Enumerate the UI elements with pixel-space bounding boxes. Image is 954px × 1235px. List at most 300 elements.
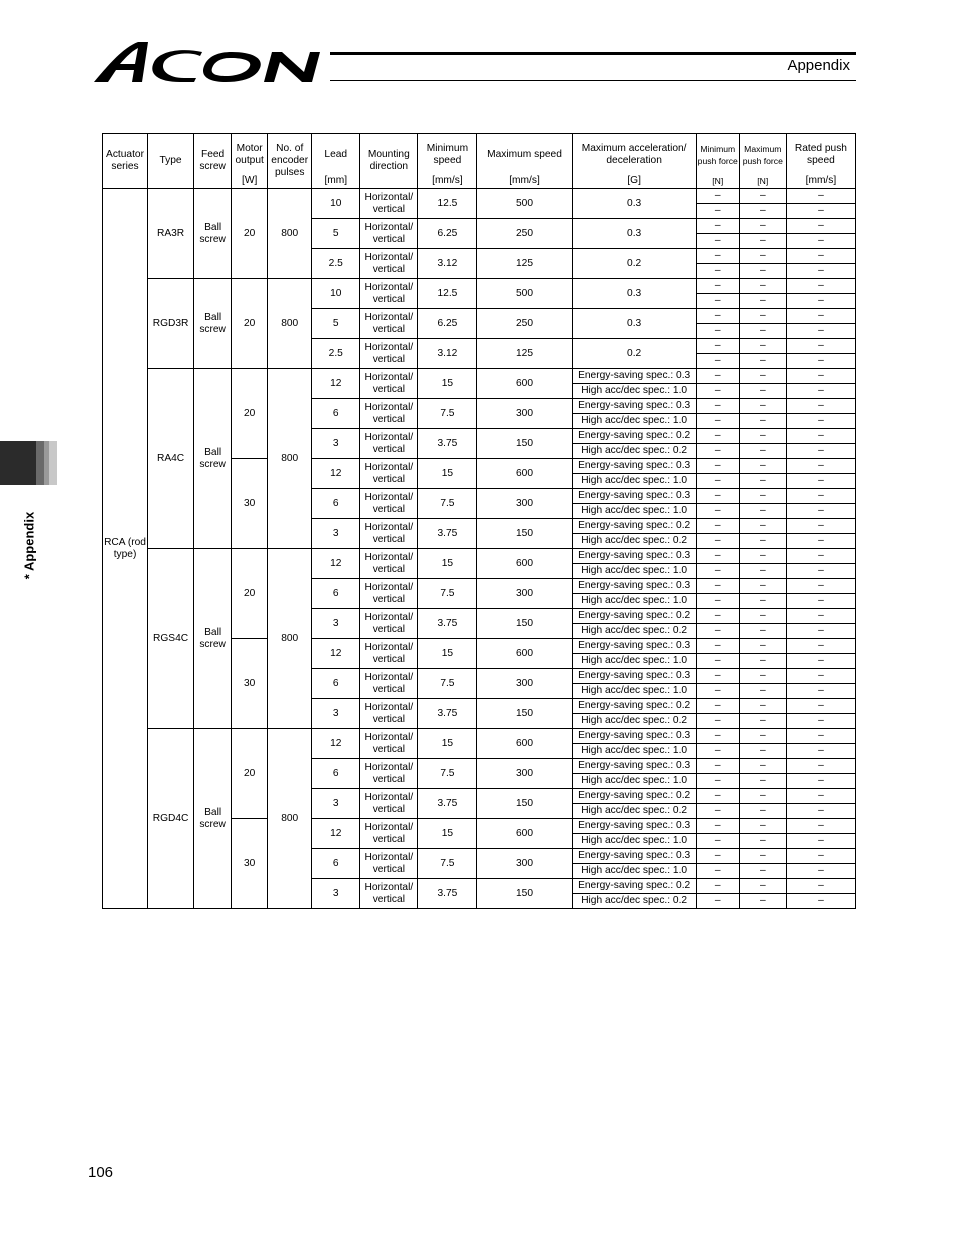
maximum-push-force-cell: – [739,699,786,714]
rated-push-speed-cell: – [786,264,855,279]
maximum-push-force-cell: – [739,579,786,594]
minimum-push-force-cell: – [696,189,739,204]
mounting-direction-cell: Horizontal/ vertical [360,459,418,489]
minimum-push-force-cell: – [696,279,739,294]
minimum-push-force-cell: – [696,309,739,324]
max-acceleration-cell: Energy-saving spec.: 0.2 [572,699,696,714]
rated-push-speed-cell: – [786,819,855,834]
encoder-pulses-cell: 800 [268,729,312,909]
maximum-speed-cell: 300 [477,489,572,519]
rated-push-speed-cell: – [786,444,855,459]
minimum-push-force-cell: – [696,534,739,549]
column-header-unit: [mm] [324,175,348,186]
minimum-push-force-cell: – [696,234,739,249]
page-number: 106 [88,1164,114,1181]
maximum-push-force-cell: – [739,864,786,879]
column-header-label: Maximum push force [742,144,783,166]
column-header [194,134,232,189]
column-header [739,134,786,189]
minimum-speed-cell: 15 [418,459,477,489]
feed-screw-cell: Ball screw [194,369,232,549]
motor-output-cell: 20 [232,279,268,369]
mounting-direction-cell: Horizontal/ vertical [360,819,418,849]
minimum-push-force-cell: – [696,399,739,414]
rated-push-speed-cell: – [786,474,855,489]
minimum-push-force-cell: – [696,579,739,594]
maximum-push-force-cell: – [739,294,786,309]
max-acceleration-cell: High acc/dec spec.: 0.2 [572,894,696,909]
maximum-speed-cell: 150 [477,699,572,729]
minimum-push-force-cell: – [696,474,739,489]
lead-cell: 6 [312,849,360,879]
motor-output-cell: 20 [232,369,268,459]
column-header [477,134,572,189]
feed-screw-cell: Ball screw [194,549,232,729]
column-header-unit: [N] [712,176,724,186]
maximum-push-force-cell: – [739,189,786,204]
lead-cell: 6 [312,759,360,789]
minimum-push-force-cell: – [696,489,739,504]
mounting-direction-cell: Horizontal/ vertical [360,249,418,279]
maximum-push-force-cell: – [739,204,786,219]
rated-push-speed-cell: – [786,834,855,849]
maximum-speed-cell: 125 [477,339,572,369]
mounting-direction-cell: Horizontal/ vertical [360,729,418,759]
type-cell: RGD4C [148,729,194,909]
max-acceleration-cell: High acc/dec spec.: 1.0 [572,414,696,429]
minimum-speed-cell: 7.5 [418,399,477,429]
mounting-direction-cell: Horizontal/ vertical [360,879,418,909]
lead-cell: 2.5 [312,249,360,279]
rated-push-speed-cell: – [786,864,855,879]
minimum-speed-cell: 15 [418,729,477,759]
rated-push-speed-cell: – [786,459,855,474]
minimum-speed-cell: 6.25 [418,219,477,249]
type-cell: RGD3R [148,279,194,369]
max-acceleration-cell: Energy-saving spec.: 0.2 [572,609,696,624]
mounting-direction-cell: Horizontal/ vertical [360,639,418,669]
minimum-speed-cell: 3.75 [418,699,477,729]
maximum-push-force-cell: – [739,564,786,579]
column-header [572,134,696,189]
acon-logo [92,38,328,86]
column-header-label: Motor output [235,143,264,166]
mounting-direction-cell: Horizontal/ vertical [360,309,418,339]
table-header-row [103,134,856,189]
table-row [103,549,856,564]
column-header-label: Feed screw [199,149,226,172]
header-rule [330,52,856,55]
minimum-push-force-cell: – [696,864,739,879]
max-acceleration-cell: High acc/dec spec.: 1.0 [572,744,696,759]
max-acceleration-cell: Energy-saving spec.: 0.3 [572,399,696,414]
side-tab-label: * Appendix [21,511,37,580]
rated-push-speed-cell: – [786,549,855,564]
max-acceleration-cell: Energy-saving spec.: 0.3 [572,819,696,834]
column-header-unit: [G] [627,175,641,186]
minimum-speed-cell: 3.12 [418,249,477,279]
feed-screw-cell: Ball screw [194,729,232,909]
minimum-push-force-cell: – [696,849,739,864]
mounting-direction-cell: Horizontal/ vertical [360,429,418,459]
minimum-push-force-cell: – [696,834,739,849]
maximum-push-force-cell: – [739,714,786,729]
maximum-speed-cell: 300 [477,759,572,789]
column-header [312,134,360,189]
maximum-speed-cell: 150 [477,789,572,819]
maximum-push-force-cell: – [739,399,786,414]
minimum-push-force-cell: – [696,789,739,804]
minimum-speed-cell: 6.25 [418,309,477,339]
rated-push-speed-cell: – [786,789,855,804]
maximum-push-force-cell: – [739,474,786,489]
maximum-speed-cell: 500 [477,189,572,219]
maximum-push-force-cell: – [739,669,786,684]
minimum-push-force-cell: – [696,384,739,399]
minimum-push-force-cell: – [696,744,739,759]
minimum-speed-cell: 15 [418,819,477,849]
column-header [232,134,268,189]
max-acceleration-cell: High acc/dec spec.: 1.0 [572,384,696,399]
max-acceleration-cell: Energy-saving spec.: 0.3 [572,489,696,504]
logo-text: ACON [92,38,95,39]
rated-push-speed-cell: – [786,759,855,774]
lead-cell: 5 [312,309,360,339]
minimum-speed-cell: 3.75 [418,879,477,909]
maximum-push-force-cell: – [739,894,786,909]
max-acceleration-cell: High acc/dec spec.: 1.0 [572,864,696,879]
maximum-push-force-cell: – [739,639,786,654]
rated-push-speed-cell: – [786,234,855,249]
encoder-pulses-cell: 800 [268,279,312,369]
column-header [148,134,194,189]
minimum-push-force-cell: – [696,699,739,714]
rated-push-speed-cell: – [786,309,855,324]
maximum-speed-cell: 600 [477,369,572,399]
side-tab-marker [0,441,57,485]
minimum-speed-cell: 7.5 [418,579,477,609]
column-header [696,134,739,189]
max-acceleration-cell: High acc/dec spec.: 0.2 [572,624,696,639]
mounting-direction-cell: Horizontal/ vertical [360,519,418,549]
max-acceleration-cell: 0.2 [572,249,696,279]
lead-cell: 12 [312,639,360,669]
minimum-push-force-cell: – [696,564,739,579]
column-header-label: Maximum speed [487,149,562,160]
minimum-push-force-cell: – [696,519,739,534]
minimum-push-force-cell: – [696,684,739,699]
column-header [103,134,148,189]
motor-output-cell: 20 [232,729,268,819]
rated-push-speed-cell: – [786,384,855,399]
rated-push-speed-cell: – [786,219,855,234]
max-acceleration-cell: High acc/dec spec.: 0.2 [572,534,696,549]
type-cell: RA4C [148,369,194,549]
lead-cell: 12 [312,549,360,579]
actuator-series-cell: RCA (rod type) [103,189,148,909]
mounting-direction-cell: Horizontal/ vertical [360,849,418,879]
max-acceleration-cell: Energy-saving spec.: 0.3 [572,729,696,744]
rated-push-speed-cell: – [786,294,855,309]
rated-push-speed-cell: – [786,279,855,294]
feed-screw-cell: Ball screw [194,279,232,369]
section-title: Appendix [787,57,850,74]
table-row [103,189,856,204]
maximum-push-force-cell: – [739,369,786,384]
max-acceleration-cell: Energy-saving spec.: 0.2 [572,879,696,894]
maximum-speed-cell: 300 [477,399,572,429]
rated-push-speed-cell: – [786,654,855,669]
rated-push-speed-cell: – [786,684,855,699]
max-acceleration-cell: High acc/dec spec.: 1.0 [572,654,696,669]
maximum-push-force-cell: – [739,834,786,849]
logo-c-glyph [152,50,202,82]
lead-cell: 12 [312,459,360,489]
max-acceleration-cell: 0.2 [572,339,696,369]
minimum-push-force-cell: – [696,774,739,789]
maximum-speed-cell: 150 [477,879,572,909]
rated-push-speed-cell: – [786,339,855,354]
max-acceleration-cell: High acc/dec spec.: 1.0 [572,834,696,849]
column-header-unit: [W] [242,175,258,186]
max-acceleration-cell: 0.3 [572,279,696,309]
table-row [103,279,856,294]
maximum-speed-cell: 300 [477,579,572,609]
rated-push-speed-cell: – [786,609,855,624]
maximum-speed-cell: 300 [477,849,572,879]
lead-cell: 6 [312,489,360,519]
maximum-push-force-cell: – [739,744,786,759]
maximum-speed-cell: 250 [477,309,572,339]
lead-cell: 3 [312,699,360,729]
rated-push-speed-cell: – [786,594,855,609]
minimum-push-force-cell: – [696,204,739,219]
max-acceleration-cell: Energy-saving spec.: 0.3 [572,549,696,564]
rated-push-speed-cell: – [786,414,855,429]
maximum-speed-cell: 150 [477,519,572,549]
maximum-push-force-cell: – [739,384,786,399]
lead-cell: 3 [312,519,360,549]
minimum-speed-cell: 15 [418,639,477,669]
max-acceleration-cell: High acc/dec spec.: 0.2 [572,444,696,459]
minimum-push-force-cell: – [696,639,739,654]
maximum-speed-cell: 150 [477,609,572,639]
column-header-unit: [N] [757,176,769,186]
lead-cell: 12 [312,819,360,849]
minimum-push-force-cell: – [696,249,739,264]
max-acceleration-cell: Energy-saving spec.: 0.2 [572,429,696,444]
rated-push-speed-cell: – [786,774,855,789]
rated-push-speed-cell: – [786,714,855,729]
maximum-push-force-cell: – [739,414,786,429]
column-header-label: Mounting direction [367,149,410,172]
maximum-push-force-cell: – [739,489,786,504]
mounting-direction-cell: Horizontal/ vertical [360,579,418,609]
minimum-push-force-cell: – [696,219,739,234]
mounting-direction-cell: Horizontal/ vertical [360,789,418,819]
maximum-speed-cell: 600 [477,459,572,489]
maximum-push-force-cell: – [739,324,786,339]
type-cell: RA3R [148,189,194,279]
minimum-speed-cell: 15 [418,369,477,399]
type-cell: RGS4C [148,549,194,729]
minimum-speed-cell: 12.5 [418,189,477,219]
minimum-push-force-cell: – [696,624,739,639]
motor-output-cell: 30 [232,639,268,729]
mounting-direction-cell: Horizontal/ vertical [360,189,418,219]
encoder-pulses-cell: 800 [268,189,312,279]
column-header-label: Maximum acceleration/ deceleration [581,143,687,166]
max-acceleration-cell: 0.3 [572,189,696,219]
minimum-push-force-cell: – [696,669,739,684]
rated-push-speed-cell: – [786,894,855,909]
minimum-push-force-cell: – [696,339,739,354]
rated-push-speed-cell: – [786,699,855,714]
minimum-push-force-cell: – [696,414,739,429]
max-acceleration-cell: High acc/dec spec.: 1.0 [572,474,696,489]
minimum-push-force-cell: – [696,894,739,909]
minimum-speed-cell: 7.5 [418,669,477,699]
minimum-push-force-cell: – [696,429,739,444]
minimum-speed-cell: 3.75 [418,429,477,459]
maximum-speed-cell: 600 [477,729,572,759]
rated-push-speed-cell: – [786,639,855,654]
lead-cell: 10 [312,279,360,309]
minimum-speed-cell: 3.75 [418,609,477,639]
minimum-speed-cell: 7.5 [418,489,477,519]
minimum-push-force-cell: – [696,819,739,834]
rated-push-speed-cell: – [786,519,855,534]
minimum-speed-cell: 3.75 [418,519,477,549]
rated-push-speed-cell: – [786,429,855,444]
column-header [418,134,477,189]
mounting-direction-cell: Horizontal/ vertical [360,549,418,579]
rated-push-speed-cell: – [786,354,855,369]
maximum-push-force-cell: – [739,549,786,564]
specification-table [102,133,856,909]
max-acceleration-cell: Energy-saving spec.: 0.3 [572,369,696,384]
minimum-push-force-cell: – [696,549,739,564]
maximum-speed-cell: 600 [477,639,572,669]
rated-push-speed-cell: – [786,534,855,549]
maximum-push-force-cell: – [739,354,786,369]
max-acceleration-cell: Energy-saving spec.: 0.3 [572,759,696,774]
max-acceleration-cell: Energy-saving spec.: 0.3 [572,639,696,654]
mounting-direction-cell: Horizontal/ vertical [360,399,418,429]
lead-cell: 3 [312,429,360,459]
minimum-speed-cell: 12.5 [418,279,477,309]
maximum-push-force-cell: – [739,804,786,819]
column-header-label: No. of encoder pulses [271,143,309,178]
maximum-push-force-cell: – [739,279,786,294]
maximum-speed-cell: 150 [477,429,572,459]
maximum-push-force-cell: – [739,774,786,789]
rated-push-speed-cell: – [786,579,855,594]
minimum-speed-cell: 7.5 [418,759,477,789]
max-acceleration-cell: High acc/dec spec.: 1.0 [572,564,696,579]
maximum-push-force-cell: – [739,459,786,474]
motor-output-cell: 30 [232,819,268,909]
rated-push-speed-cell: – [786,324,855,339]
minimum-speed-cell: 7.5 [418,849,477,879]
max-acceleration-cell: Energy-saving spec.: 0.3 [572,669,696,684]
maximum-push-force-cell: – [739,534,786,549]
maximum-speed-cell: 250 [477,219,572,249]
mounting-direction-cell: Horizontal/ vertical [360,669,418,699]
table-row [103,729,856,744]
rated-push-speed-cell: – [786,624,855,639]
logo-n-glyph [264,52,320,82]
rated-push-speed-cell: – [786,399,855,414]
rated-push-speed-cell: – [786,189,855,204]
column-header [360,134,418,189]
maximum-push-force-cell: – [739,609,786,624]
maximum-push-force-cell: – [739,879,786,894]
maximum-push-force-cell: – [739,309,786,324]
encoder-pulses-cell: 800 [268,549,312,729]
max-acceleration-cell: High acc/dec spec.: 1.0 [572,684,696,699]
lead-cell: 6 [312,399,360,429]
max-acceleration-cell: Energy-saving spec.: 0.3 [572,459,696,474]
column-header [268,134,312,189]
column-header-unit: [mm/s] [432,175,463,186]
maximum-push-force-cell: – [739,249,786,264]
rated-push-speed-cell: – [786,489,855,504]
mounting-direction-cell: Horizontal/ vertical [360,219,418,249]
lead-cell: 5 [312,219,360,249]
column-header-label: Minimum push force [697,144,738,166]
mounting-direction-cell: Horizontal/ vertical [360,699,418,729]
minimum-push-force-cell: – [696,369,739,384]
minimum-push-force-cell: – [696,879,739,894]
rated-push-speed-cell: – [786,804,855,819]
motor-output-cell: 20 [232,189,268,279]
feed-screw-cell: Ball screw [194,189,232,279]
rated-push-speed-cell: – [786,564,855,579]
lead-cell: 2.5 [312,339,360,369]
max-acceleration-cell: Energy-saving spec.: 0.3 [572,849,696,864]
lead-cell: 10 [312,189,360,219]
minimum-speed-cell: 15 [418,549,477,579]
minimum-push-force-cell: – [696,324,739,339]
max-acceleration-cell: 0.3 [572,219,696,249]
mounting-direction-cell: Horizontal/ vertical [360,759,418,789]
maximum-speed-cell: 500 [477,279,572,309]
table-row [103,369,856,384]
lead-cell: 6 [312,669,360,699]
maximum-push-force-cell: – [739,654,786,669]
column-header-label: Actuator series [106,149,144,172]
motor-output-cell: 30 [232,459,268,549]
maximum-push-force-cell: – [739,789,786,804]
max-acceleration-cell: High acc/dec spec.: 1.0 [572,504,696,519]
column-header-label: Type [159,155,182,166]
maximum-push-force-cell: – [739,819,786,834]
column-header-unit: [mm/s] [509,175,540,186]
maximum-push-force-cell: – [739,594,786,609]
maximum-push-force-cell: – [739,504,786,519]
max-acceleration-cell: Energy-saving spec.: 0.2 [572,789,696,804]
maximum-push-force-cell: – [739,729,786,744]
rated-push-speed-cell: – [786,849,855,864]
rated-push-speed-cell: – [786,729,855,744]
rated-push-speed-cell: – [786,669,855,684]
max-acceleration-cell: High acc/dec spec.: 1.0 [572,594,696,609]
maximum-push-force-cell: – [739,684,786,699]
max-acceleration-cell: 0.3 [572,309,696,339]
maximum-push-force-cell: – [739,519,786,534]
max-acceleration-cell: High acc/dec spec.: 0.2 [572,714,696,729]
